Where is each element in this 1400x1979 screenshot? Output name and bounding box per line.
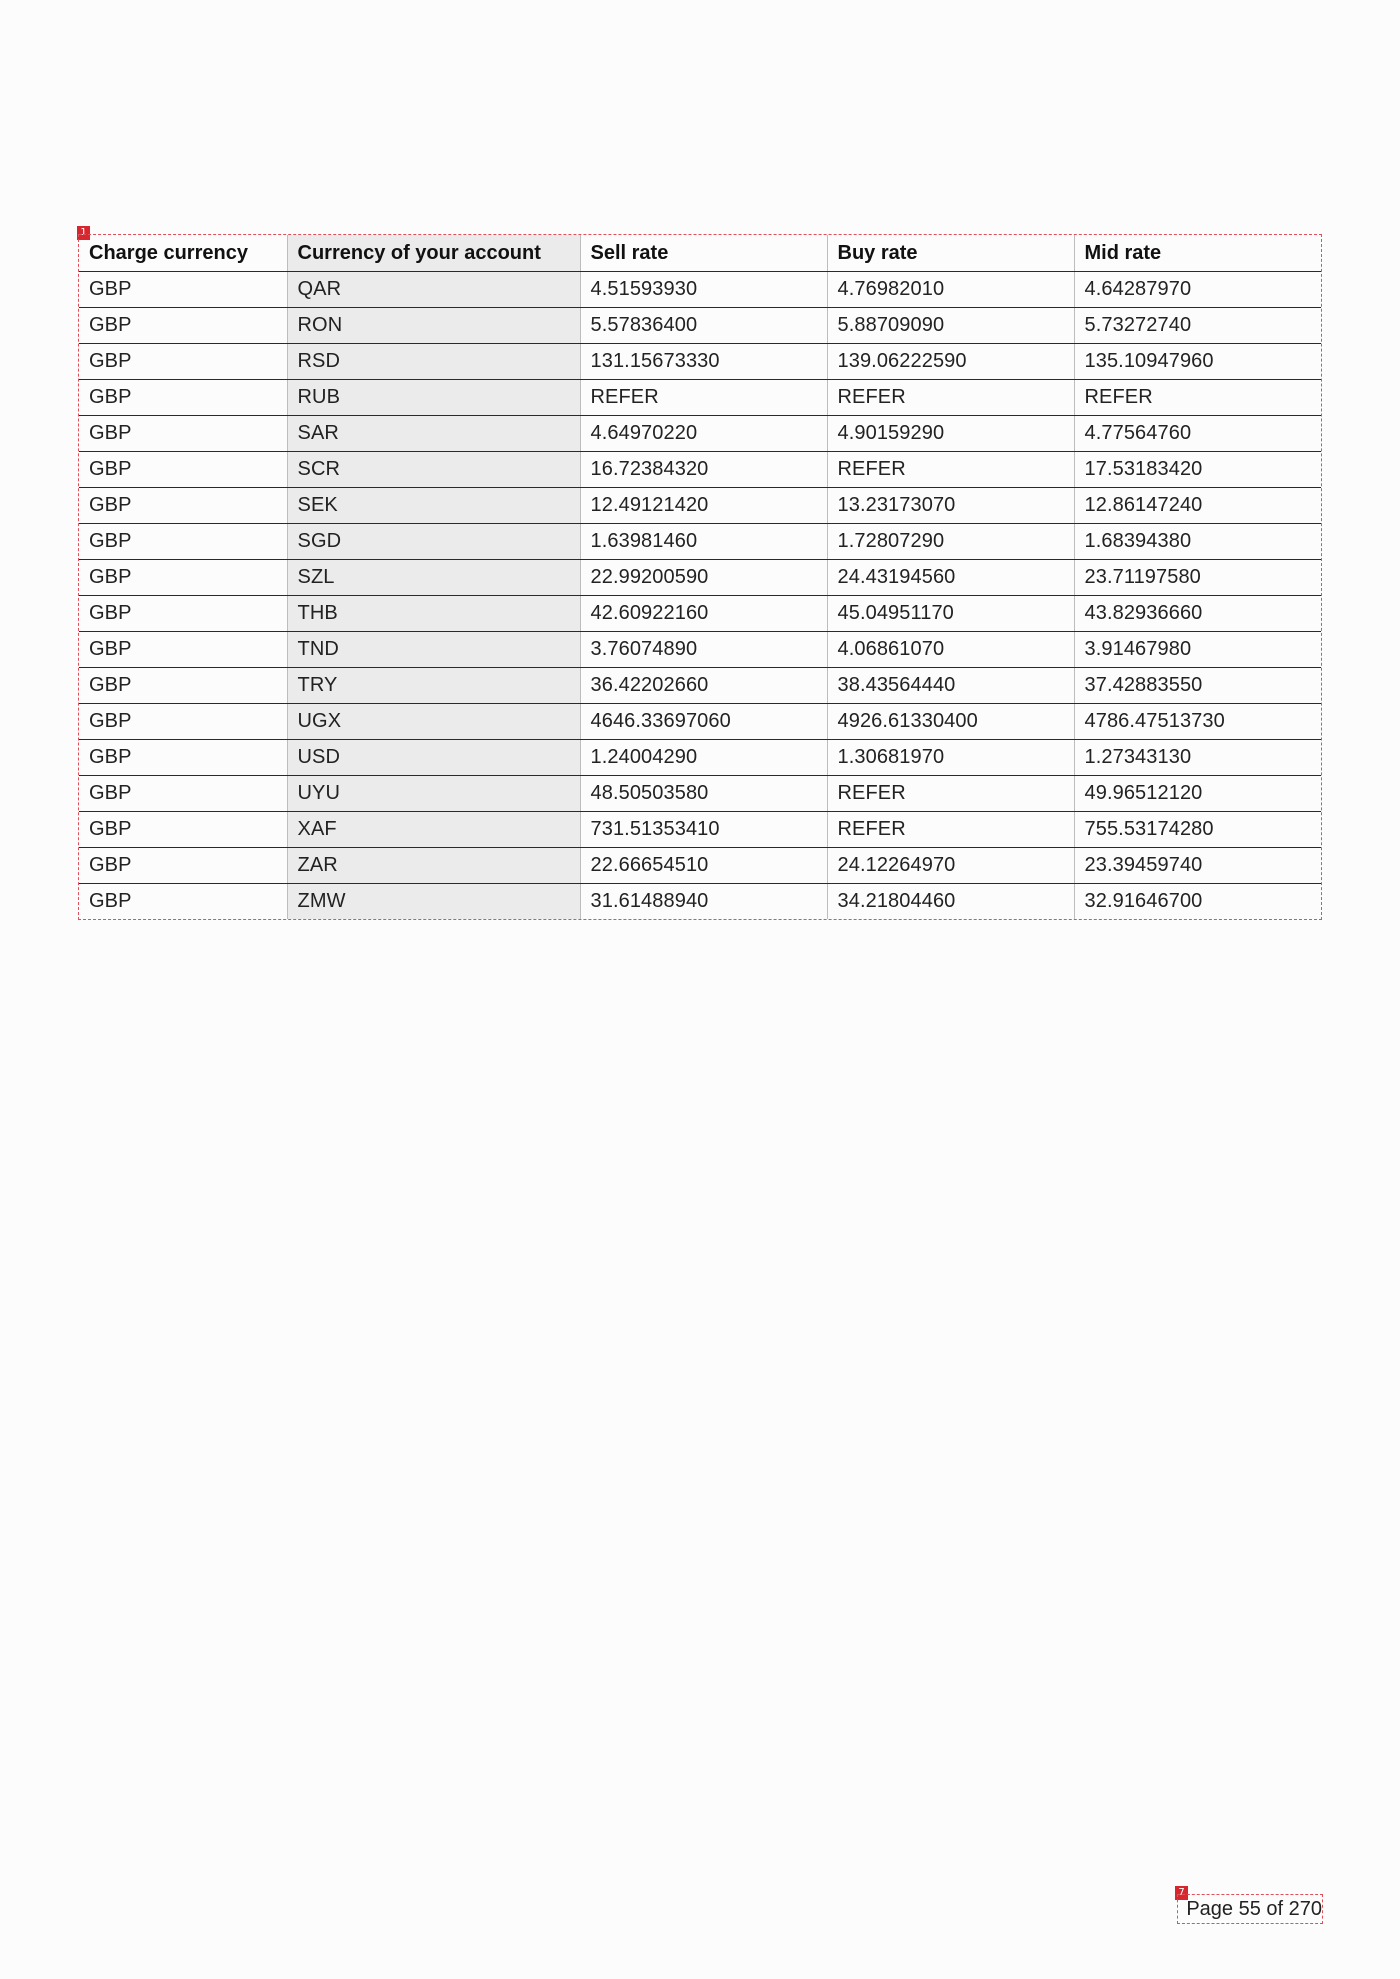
cell-buy-rate: REFER <box>827 452 1074 488</box>
cell-buy-rate: REFER <box>827 812 1074 848</box>
table-row <box>79 776 1321 812</box>
cell-mid-rate: 49.96512120 <box>1074 776 1321 812</box>
table-header-row <box>79 235 1321 272</box>
cell-charge-currency: GBP <box>79 524 287 560</box>
cell-account-currency: ZMW <box>287 884 580 920</box>
cell-buy-rate: 4.90159290 <box>827 416 1074 452</box>
cell-account-currency: SGD <box>287 524 580 560</box>
exchange-rates-table <box>79 235 1321 919</box>
cell-account-currency: QAR <box>287 272 580 308</box>
cell-charge-currency: GBP <box>79 740 287 776</box>
cell-buy-rate: 34.21804460 <box>827 884 1074 920</box>
cell-account-currency: USD <box>287 740 580 776</box>
table-row <box>79 740 1321 776</box>
cell-account-currency: RUB <box>287 380 580 416</box>
table-row <box>79 884 1321 920</box>
cell-sell-rate: 48.50503580 <box>580 776 827 812</box>
cell-charge-currency: GBP <box>79 272 287 308</box>
cell-charge-currency: GBP <box>79 416 287 452</box>
cell-buy-rate: 4.06861070 <box>827 632 1074 668</box>
cell-mid-rate: 23.71197580 <box>1074 560 1321 596</box>
cell-account-currency: SZL <box>287 560 580 596</box>
cell-buy-rate: 45.04951170 <box>827 596 1074 632</box>
cell-mid-rate: 12.86147240 <box>1074 488 1321 524</box>
cell-mid-rate: 43.82936660 <box>1074 596 1321 632</box>
cell-charge-currency: GBP <box>79 380 287 416</box>
cell-sell-rate: 4.64970220 <box>580 416 827 452</box>
cell-charge-currency: GBP <box>79 632 287 668</box>
table-row <box>79 560 1321 596</box>
region-marker-table: 1 <box>77 226 90 240</box>
cell-buy-rate: 13.23173070 <box>827 488 1074 524</box>
cell-buy-rate: REFER <box>827 380 1074 416</box>
cell-sell-rate: 4.51593930 <box>580 272 827 308</box>
cell-mid-rate: 135.10947960 <box>1074 344 1321 380</box>
region-marker-page-number: 7 <box>1175 1886 1188 1900</box>
cell-charge-currency: GBP <box>79 668 287 704</box>
cell-mid-rate: 5.73272740 <box>1074 308 1321 344</box>
cell-buy-rate: 38.43564440 <box>827 668 1074 704</box>
cell-mid-rate: 755.53174280 <box>1074 812 1321 848</box>
table-row <box>79 668 1321 704</box>
cell-sell-rate: 12.49121420 <box>580 488 827 524</box>
cell-account-currency: SCR <box>287 452 580 488</box>
cell-sell-rate: 1.63981460 <box>580 524 827 560</box>
table-row <box>79 812 1321 848</box>
table-row <box>79 488 1321 524</box>
cell-sell-rate: 31.61488940 <box>580 884 827 920</box>
table-body <box>79 272 1321 920</box>
cell-mid-rate: 4.64287970 <box>1074 272 1321 308</box>
cell-mid-rate: 1.27343130 <box>1074 740 1321 776</box>
cell-sell-rate: 5.57836400 <box>580 308 827 344</box>
cell-buy-rate: 4926.61330400 <box>827 704 1074 740</box>
cell-charge-currency: GBP <box>89 890 132 912</box>
cell-sell-rate: 16.72384320 <box>580 452 827 488</box>
cell-charge-currency: GBP <box>79 488 287 524</box>
page-number: Page 55 of 270 <box>1186 1898 1322 1920</box>
cell-charge-currency: GBP <box>79 704 287 740</box>
table-row <box>79 704 1321 740</box>
cell-charge-currency: GBP <box>79 596 287 632</box>
cell-mid-rate: 4.77564760 <box>1074 416 1321 452</box>
cell-sell-rate: 731.51353410 <box>580 812 827 848</box>
cell-account-currency: TRY <box>287 668 580 704</box>
table-row <box>79 416 1321 452</box>
cell-sell-rate: 1.24004290 <box>580 740 827 776</box>
table-row <box>79 632 1321 668</box>
cell-account-currency: ZAR <box>287 848 580 884</box>
cell-sell-rate: 22.66654510 <box>580 848 827 884</box>
cell-account-currency: UGX <box>287 704 580 740</box>
cell-mid-rate: 23.39459740 <box>1074 848 1321 884</box>
cell-charge-currency: GBP <box>79 812 287 848</box>
cell-charge-currency: GBP <box>79 308 287 344</box>
cell-sell-rate: 4646.33697060 <box>580 704 827 740</box>
cell-sell-rate: 131.15673330 <box>580 344 827 380</box>
cell-mid-rate: 37.42883550 <box>1074 668 1321 704</box>
cell-mid-rate: REFER <box>1074 380 1321 416</box>
cell-charge-currency: GBP <box>79 560 287 596</box>
cell-account-currency: RON <box>287 308 580 344</box>
cell-buy-rate: 24.43194560 <box>827 560 1074 596</box>
cell-account-currency: XAF <box>287 812 580 848</box>
cell-sell-rate: REFER <box>580 380 827 416</box>
table-row <box>79 524 1321 560</box>
cell-sell-rate: 22.99200590 <box>580 560 827 596</box>
cell-mid-rate: 17.53183420 <box>1074 452 1321 488</box>
cell-buy-rate: REFER <box>827 776 1074 812</box>
cell-sell-rate: 3.76074890 <box>580 632 827 668</box>
cell-mid-rate: 4786.47513730 <box>1074 704 1321 740</box>
exchange-rates-table-region <box>78 234 1322 920</box>
table-row <box>79 272 1321 308</box>
table-row <box>79 308 1321 344</box>
cell-account-currency: THB <box>287 596 580 632</box>
table-row <box>79 380 1321 416</box>
cell-charge-currency: GBP <box>79 344 287 380</box>
header-sell-rate: Sell rate <box>580 235 827 272</box>
header-account-currency: Currency of your account <box>287 235 580 272</box>
cell-mid-rate: 32.91646700 <box>1074 884 1321 920</box>
cell-sell-rate: 36.42202660 <box>580 668 827 704</box>
table-row <box>79 848 1321 884</box>
cell-charge-currency: GBP <box>79 848 287 884</box>
header-mid-rate: Mid rate <box>1074 235 1321 272</box>
cell-mid-rate: 3.91467980 <box>1074 632 1321 668</box>
header-charge-currency: Charge currency <box>79 235 287 272</box>
cell-account-currency: UYU <box>287 776 580 812</box>
cell-account-currency: RSD <box>287 344 580 380</box>
cell-buy-rate: 1.72807290 <box>827 524 1074 560</box>
cell-account-currency: SAR <box>287 416 580 452</box>
table-row <box>79 596 1321 632</box>
table-row <box>79 344 1321 380</box>
cell-buy-rate: 139.06222590 <box>827 344 1074 380</box>
table-row <box>79 452 1321 488</box>
cell-sell-rate: 42.60922160 <box>580 596 827 632</box>
cell-buy-rate: 4.76982010 <box>827 272 1074 308</box>
cell-buy-rate: 5.88709090 <box>827 308 1074 344</box>
cell-charge-currency: GBP <box>79 452 287 488</box>
header-buy-rate: Buy rate <box>827 235 1074 272</box>
cell-charge-currency: GBP <box>79 776 287 812</box>
page-number-region <box>1177 1894 1323 1924</box>
cell-buy-rate: 24.12264970 <box>827 848 1074 884</box>
cell-mid-rate: 1.68394380 <box>1074 524 1321 560</box>
cell-buy-rate: 1.30681970 <box>827 740 1074 776</box>
cell-account-currency: SEK <box>287 488 580 524</box>
cell-account-currency: TND <box>287 632 580 668</box>
